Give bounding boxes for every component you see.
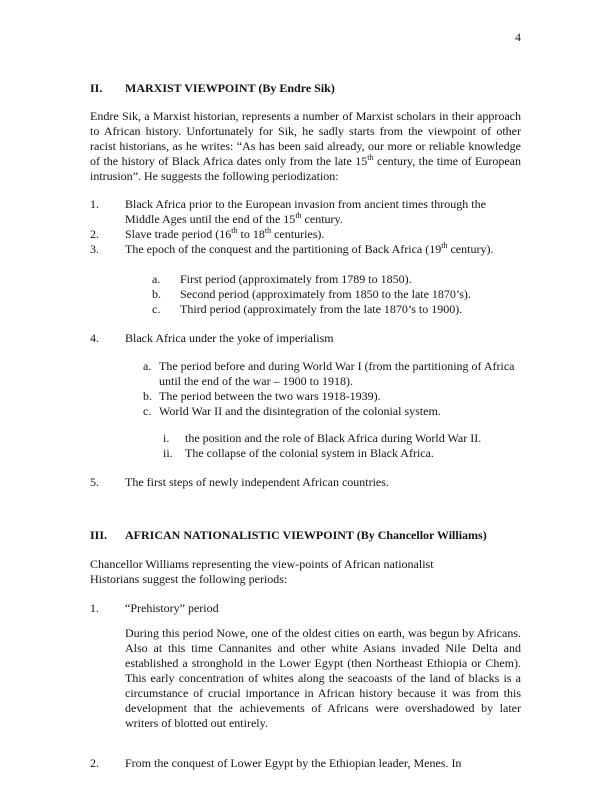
- prehistory-paragraph: During this period Nowe, one of the oldest cities on earth, was begun by Africans. Also at this time Cannanites and other white Asians invaded Nile Delta and established a stronghold in the Lower Egypt (then Northeast Ethiopia or Chem). This early concentration of whites along the seacoasts of the land of blacks is a circumstance of crucial importance in African history because it was from this development that the achievements of Africans were overshadowed by later writers of blotted out entirely.: [125, 626, 521, 730]
- text-fragment: century).: [447, 242, 494, 256]
- subsublist-ii-text: The collapse of the colonial system in Black Africa.: [185, 446, 434, 460]
- section-ii-title: MARXIST VIEWPOINT (By Endre Sik): [125, 81, 335, 95]
- list-item-5-number: 5.: [90, 475, 99, 489]
- list-item-4: [90, 331, 521, 346]
- section-ii-intro-paragraph: [90, 109, 521, 184]
- sublist-4c-text: World War II and the disintegration of the colonial system.: [159, 404, 441, 418]
- sublist-4a-text: The period before and during World War I (from the partitioning of Africa until the end of the war – 1900 to 1918).: [159, 359, 515, 388]
- sublist-item-b: [152, 287, 521, 302]
- sublist-4a: [143, 359, 521, 389]
- subsublist-i: [163, 431, 521, 446]
- section-iii-label: III.: [90, 528, 108, 542]
- superscript-th: th: [441, 241, 448, 250]
- subsublist-ii: [163, 446, 521, 461]
- list-item-3: [90, 242, 521, 257]
- list-item-3-number: 3.: [90, 242, 99, 256]
- list-item-4-text: Black Africa under the yoke of imperialism: [125, 331, 334, 345]
- list-item-2-number: 2.: [90, 227, 99, 241]
- list-item-2-text: [125, 227, 521, 242]
- text-fragment: Black Africa prior to the European invasion from ancient times through the Middle Ages until the end of the 15: [125, 197, 486, 226]
- text-fragment: to 18: [237, 227, 265, 241]
- superscript-th: th: [295, 211, 302, 220]
- sublist-item-a-label: a.: [152, 272, 161, 286]
- list-item-4-number: 4.: [90, 331, 99, 345]
- list-item-5-text: The first steps of newly independent African countries.: [125, 475, 389, 489]
- sublist-4b-text: The period between the two wars 1918-1939).: [159, 389, 381, 403]
- list-item-5: [90, 475, 521, 490]
- superscript-th: th: [264, 226, 272, 235]
- list-item-1-number: 1.: [90, 197, 99, 211]
- section-ii-heading: [90, 81, 521, 96]
- section-iii-item-2-number: 2.: [90, 756, 99, 770]
- text-fragment: centuries).: [271, 227, 325, 241]
- section-iii-item-1: [90, 601, 521, 616]
- sublist-item-a: [152, 272, 521, 287]
- section-iii-item-2: [90, 756, 521, 771]
- intro-text-part2: century, the time of European intrusion”. He suggests the following periodization:: [90, 154, 521, 183]
- text-fragment: Slave trade period (16: [125, 227, 232, 241]
- section-iii-title: AFRICAN NATIONALISTIC VIEWPOINT (By Chancellor Williams): [125, 528, 487, 542]
- sublist-item-c: [152, 302, 521, 317]
- sublist-4a-label: a.: [143, 359, 152, 373]
- list-item-2: [90, 227, 521, 242]
- intro-text-part1: Endre Sik, a Marxist historian, represents a number of Marxist scholars in their approach to African history. Unfortunately for Sik, he sadly starts from the viewpoint of other racist historians, as he writes: “As has been said already, our more or reliable knowledge of the history of Black Africa dates only from the late 15: [90, 109, 521, 168]
- list-item-1: [90, 197, 521, 227]
- list-item-1-text: [125, 197, 521, 227]
- list-item-3-text: [125, 242, 521, 257]
- section-iii-intro-line2: Historians suggest the following periods:: [90, 572, 288, 586]
- sublist-item-b-label: b.: [152, 287, 161, 301]
- sublist-4b-label: b.: [143, 389, 152, 403]
- text-fragment: century.: [301, 212, 343, 226]
- text-fragment: The epoch of the conquest and the partitioning of Back Africa (19: [125, 242, 442, 256]
- subsublist-i-label: i.: [163, 431, 170, 445]
- superscript-th: th: [367, 153, 374, 162]
- section-ii-label: II.: [90, 81, 103, 95]
- sublist-4b: [143, 389, 521, 404]
- subsublist-ii-label: ii.: [163, 446, 173, 460]
- section-iii-item-1-number: 1.: [90, 601, 99, 615]
- sublist-4c-label: c.: [143, 404, 152, 418]
- sublist-item-c-label: c.: [152, 302, 161, 316]
- sublist-item-a-text: First period (approximately from 1789 to 1850).: [180, 272, 412, 286]
- section-iii-intro: [90, 557, 521, 587]
- section-iii-item-2-text: From the conquest of Lower Egypt by the Ethiopian leader, Menes. In: [125, 756, 462, 770]
- section-iii-intro-line1: Chancellor Williams representing the view-points of African nationalist: [90, 557, 434, 571]
- section-iii-heading: [90, 528, 521, 543]
- sublist-item-c-text: Third period (approximately from the late 1870’s to 1900).: [180, 302, 463, 316]
- section-iii-item-1-text: “Prehistory” period: [125, 601, 219, 615]
- page-number: 4: [515, 30, 521, 44]
- subsublist-i-text: the position and the role of Black Africa during World War II.: [185, 431, 482, 445]
- superscript-th: th: [231, 226, 238, 235]
- sublist-4c: [143, 404, 521, 419]
- sublist-item-b-text: Second period (approximately from 1850 to the late 1870’s).: [180, 287, 471, 301]
